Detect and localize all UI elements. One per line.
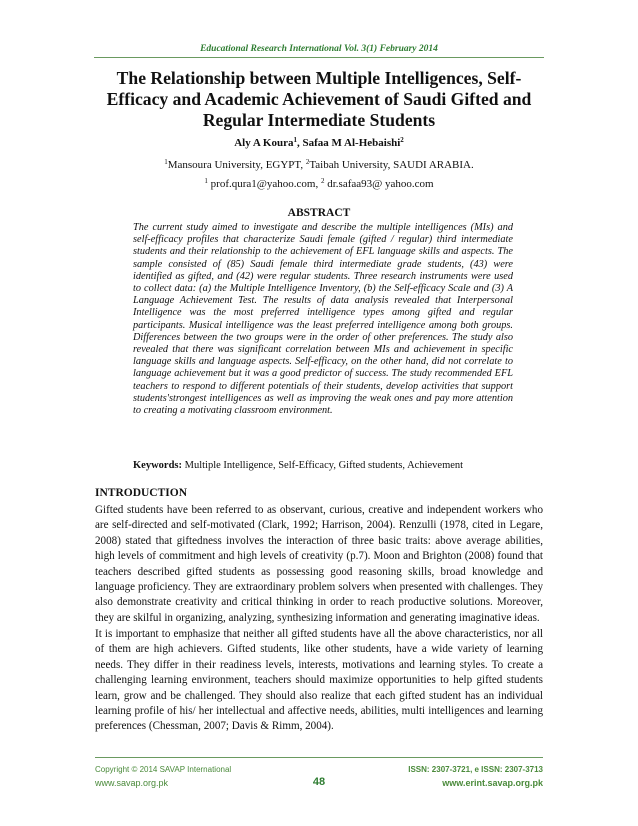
- email-superscript: 1: [204, 177, 208, 185]
- author-superscript: 1: [293, 136, 297, 144]
- author-separator: ,: [297, 137, 303, 149]
- keywords-label: Keywords:: [133, 460, 182, 471]
- footer-issn: ISSN: 2307-3721, e ISSN: 2307-3713: [408, 765, 543, 774]
- affiliation-superscript: 1: [164, 158, 168, 166]
- journal-header: Educational Research International Vol. 3(1) February 2014: [200, 44, 438, 54]
- affiliation: Mansoura University, EGYPT,: [167, 159, 306, 171]
- abstract-text: The current study aimed to investigate and describe the multiple intelligences (MIs) and self-efficacy profiles that characterize Saudi female (gifted / regular) third intermediate students and their relationship to the achievement of EFL language skills and aspects. The sample consisted of (85) Saudi female third intermediate grade students, (43) were identified as gifted, and (42) were regular students. Three research instruments were used to collect data: (a) the Multiple Intelligence Inventory, (b) the Self-efficacy Scale and (3) A Language Achievement Test. The results of data analysis revealed that Interpersonal Intelligence was the most preferred intelligence types among gifted and regular participants. Musical intelligence was the least preferred intelligence among both groups. Differences between the two groups were in the order of other preferences. The study also revealed that there was significant correlation between MIs and achievement in specific language skills and language aspects. Self-efficacy, on the other hand, did not correlate to language achievement but it was a good predictor of success. The study recommended EFL teachers to respond to different potentials of their students, develop activities that support students'strongest intelligences as well as improving the weak ones and pay more attention to creating a motivating classroom environment.: [133, 222, 513, 417]
- body-paragraph: Gifted students have been referred to as observant, curious, creative and independent workers who are self-directed and self-motivated (Clark, 1992; Harrison, 2004). Renzulli (1978, cited in Legare, 2008) stated that giftedness involves the interaction of three basic traits: above average abilities, high levels of commitment and high levels of creativity (p.7). Moon and Brighton (2008) found that teachers described gifted students as possessing good reasoning skills, broad knowledge and language proficiency. They are extraordinary problem solvers when presented with challenges. They also demonstrate creativity and critical thinking in order to reach productive solutions. Moreover, they are skilful in organizing, analyzing, synthesizing information and generating imaginative ideas.: [95, 504, 543, 624]
- author-name: Safaa M Al-Hebaishi: [302, 137, 401, 149]
- author-name: Aly A Koura: [234, 137, 294, 149]
- author-line: [0, 137, 638, 149]
- email-line: [0, 178, 638, 190]
- affiliation-line: [0, 159, 638, 171]
- email-superscript: 2: [320, 177, 325, 185]
- affiliation: Taibah University, SAUDI ARABIA.: [309, 159, 474, 171]
- keywords-list: Multiple Intelligence, Self-Efficacy, Gifted students, Achievement: [182, 460, 464, 471]
- footer-journal-link[interactable]: www.erint.savap.org.pk: [442, 778, 543, 788]
- page-number: 48: [312, 776, 326, 788]
- body-paragraph: It is important to emphasize that neither all gifted students have all the above characteristics, nor all of them are high achievers. Gifted students, like other students, have a wide variety of learning needs. They differ in their readiness levels, interests, motivations and learning styles. To create a challenging learning environment, teachers should maximize opportunities to help gifted students learn, grow and be challenged. They should also realize that each gifted student has an individual learning profile of his/ her intellectual and affective needs, abilities, multi intelligences and learning preferences (Chessman, 2007; Davis & Rimm, 2004).: [95, 628, 543, 733]
- abstract-heading: ABSTRACT: [287, 207, 351, 219]
- email: prof.qura1@yahoo.com,: [207, 178, 321, 190]
- author-superscript: 2: [400, 136, 404, 144]
- email: dr.safaa93@ yahoo.com: [324, 178, 434, 190]
- affiliation-superscript: 2: [305, 158, 310, 166]
- footer-divider: [95, 757, 543, 758]
- keywords-line: [133, 460, 533, 471]
- paper-title: The Relationship between Multiple Intelligences, Self-Efficacy and Academic Achievement of Saudi Gifted and Regular Intermediate Students: [106, 68, 532, 130]
- section-heading: INTRODUCTION: [95, 487, 188, 499]
- footer-website-link[interactable]: www.savap.org.pk: [95, 778, 169, 788]
- header-divider: [94, 57, 544, 58]
- footer-copyright: Copyright © 2014 SAVAP International: [95, 765, 232, 774]
